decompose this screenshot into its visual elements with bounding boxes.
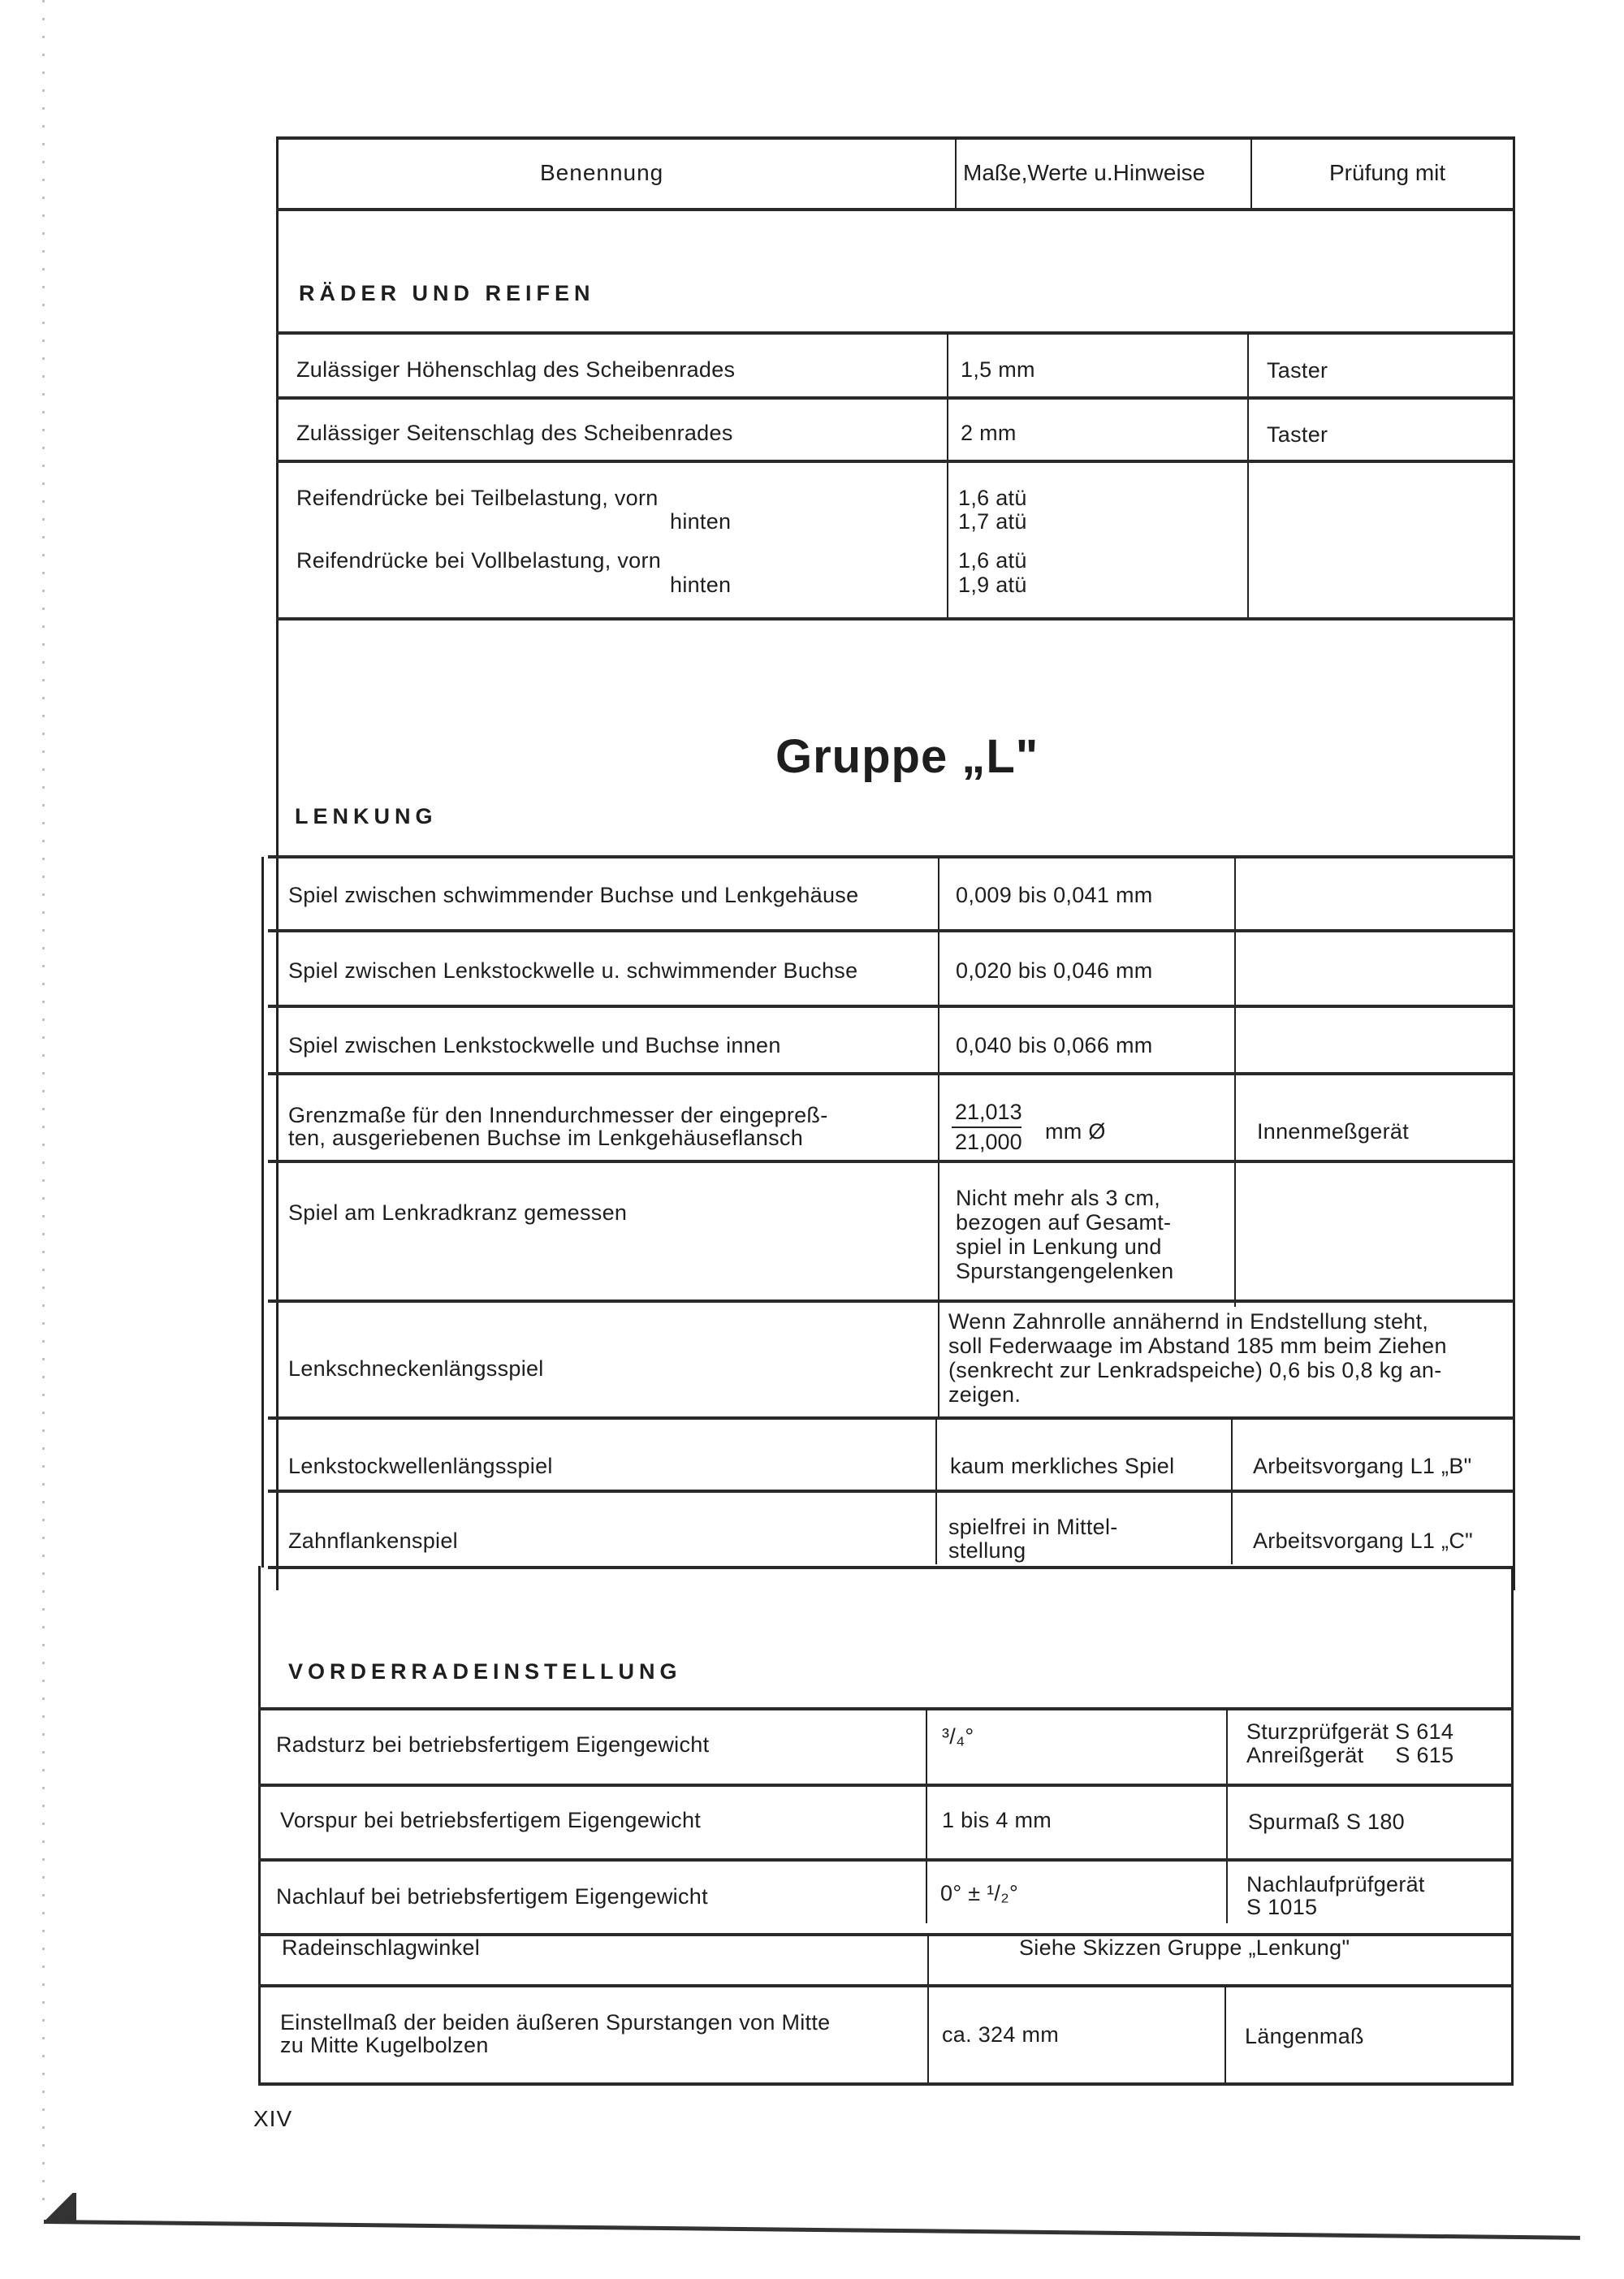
column-header-benennung: Benennung: [540, 160, 664, 185]
vorspur-value: 1 bis 4 mm: [942, 1808, 1052, 1832]
row-name: Spiel zwischen schwimmender Buchse und Lenkgehäuse: [288, 883, 859, 907]
radeinschlag-name: Radeinschlagwinkel: [282, 1935, 481, 1960]
grenzmasse-name-1: Grenzmaße für den Innendurchmesser der eingepreß-: [288, 1103, 828, 1127]
lenkstockwelle-tool: Arbeitsvorgang L1 „B": [1253, 1454, 1472, 1478]
einstellmass-tool: Längenmaß: [1245, 2024, 1364, 2048]
zahnflanken-tool: Arbeitsvorgang L1 „C": [1253, 1529, 1474, 1553]
lenkradkranz-name: Spiel am Lenkradkranz gemessen: [288, 1200, 628, 1225]
row-name: Spiel zwischen Lenkstockwelle und Buchse innen: [288, 1033, 781, 1057]
lenkradkranz-value-2: bezogen auf Gesamt-: [956, 1210, 1172, 1235]
row-name: Zulässiger Seitenschlag des Scheibenrades: [296, 421, 733, 445]
column-header-pruefung: Prüfung mit: [1329, 160, 1446, 185]
row-value: 2 mm: [961, 421, 1017, 445]
einstellmass-value: ca. 324 mm: [942, 2022, 1060, 2047]
grenzmasse-fraction: [952, 1100, 1026, 1155]
section-title-vorderrad: VORDERRADEINSTELLUNG: [288, 1659, 682, 1684]
grenzmasse-lower: 21,000: [955, 1130, 1022, 1154]
lenkschnecke-value-1: Wenn Zahnrolle annähernd in Endstellung steht,: [948, 1309, 1429, 1334]
grenzmasse-upper: 21,013: [952, 1100, 1021, 1128]
row-name: Spiel zwischen Lenkstockwelle u. schwimmender Buchse: [288, 958, 858, 983]
row-value: 1,5 mm: [961, 357, 1035, 382]
lenkradkranz-value-3: spiel in Lenkung und: [956, 1235, 1162, 1259]
row-value: 0,040 bis 0,066 mm: [956, 1033, 1153, 1057]
radeinschlag-value: Siehe Skizzen Gruppe „Lenkung": [1019, 1935, 1350, 1960]
row-value: 0,020 bis 0,046 mm: [956, 958, 1153, 983]
einstellmass-name-1: Einstellmaß der beiden äußeren Spurstangen von Mitte: [280, 2010, 831, 2035]
nachlauf-name: Nachlauf bei betriebsfertigem Eigengewicht: [276, 1884, 708, 1909]
scan-edge-left: [42, 0, 45, 2209]
lenkschnecke-name: Lenkschneckenlängsspiel: [288, 1356, 544, 1381]
nachlauf-tool-1: Nachlaufprüfgerät: [1246, 1872, 1425, 1896]
row-name: Zulässiger Höhenschlag des Scheibenrades: [296, 357, 736, 382]
vorspur-name: Vorspur bei betriebsfertigem Eigengewicht: [280, 1808, 702, 1832]
page-number: XIV: [253, 2106, 293, 2131]
radsturz-tool-2: Anreißgerät S 615: [1246, 1743, 1454, 1767]
pressure-teil-hinten-label: hinten: [670, 509, 732, 534]
pressure-voll-vorn-value: 1,6 atü: [958, 548, 1027, 573]
zahnflanken-name: Zahnflankenspiel: [288, 1529, 458, 1553]
vorspur-tool: Spurmaß S 180: [1248, 1810, 1405, 1834]
lenkschnecke-value-4: zeigen.: [948, 1382, 1021, 1407]
zahnflanken-value-2: stellung: [948, 1538, 1026, 1563]
pressure-voll-hinten-value: 1,9 atü: [958, 573, 1027, 597]
scan-edge-bottom: [44, 2220, 1580, 2240]
zahnflanken-value-1: spielfrei in Mittel-: [948, 1515, 1118, 1539]
nachlauf-tool-2: S 1015: [1246, 1895, 1318, 1919]
row-tool: Taster: [1267, 422, 1328, 447]
pressure-teil-vorn-label: Reifendrücke bei Teilbelastung, vorn: [296, 486, 659, 510]
group-title: Gruppe „L": [775, 730, 1039, 783]
section-title-raeder-reifen: RÄDER UND REIFEN: [299, 281, 595, 305]
lenkstockwelle-name: Lenkstockwellenlängsspiel: [288, 1454, 553, 1478]
pressure-voll-hinten-label: hinten: [670, 573, 732, 597]
grenzmasse-tool: Innenmeßgerät: [1257, 1119, 1410, 1144]
section-title-lenkung: LENKUNG: [295, 804, 438, 828]
grenzmasse-unit: mm Ø: [1045, 1119, 1106, 1144]
radsturz-name: Radsturz bei betriebsfertigem Eigengewicht: [276, 1732, 710, 1757]
radsturz-tool-1: Sturzprüfgerät S 614: [1246, 1719, 1454, 1744]
grenzmasse-name-2: ten, ausgeriebenen Buchse im Lenkgehäuseflansch: [288, 1126, 804, 1150]
nachlauf-value: 0° ± ¹/₂°: [940, 1881, 1019, 1905]
lenkradkranz-value-4: Spurstangengelenken: [956, 1259, 1174, 1283]
pressure-teil-vorn-value: 1,6 atü: [958, 486, 1027, 510]
row-tool: Taster: [1267, 358, 1328, 383]
einstellmass-name-2: zu Mitte Kugelbolzen: [280, 2033, 489, 2057]
radsturz-value: ³/₄°: [942, 1724, 974, 1749]
column-header-masse: Maße,Werte u.Hinweise: [963, 160, 1206, 185]
lenkradkranz-value-1: Nicht mehr als 3 cm,: [956, 1186, 1161, 1210]
row-value: 0,009 bis 0,041 mm: [956, 883, 1153, 907]
pressure-teil-hinten-value: 1,7 atü: [958, 509, 1027, 534]
pressure-voll-vorn-label: Reifendrücke bei Vollbelastung, vorn: [296, 548, 662, 573]
lenkschnecke-value-3: (senkrecht zur Lenkradspeiche) 0,6 bis 0,8 kg an-: [948, 1358, 1442, 1382]
lenkschnecke-value-2: soll Federwaage im Abstand 185 mm beim Ziehen: [948, 1334, 1447, 1358]
lenkstockwelle-value: kaum merkliches Spiel: [950, 1454, 1175, 1478]
